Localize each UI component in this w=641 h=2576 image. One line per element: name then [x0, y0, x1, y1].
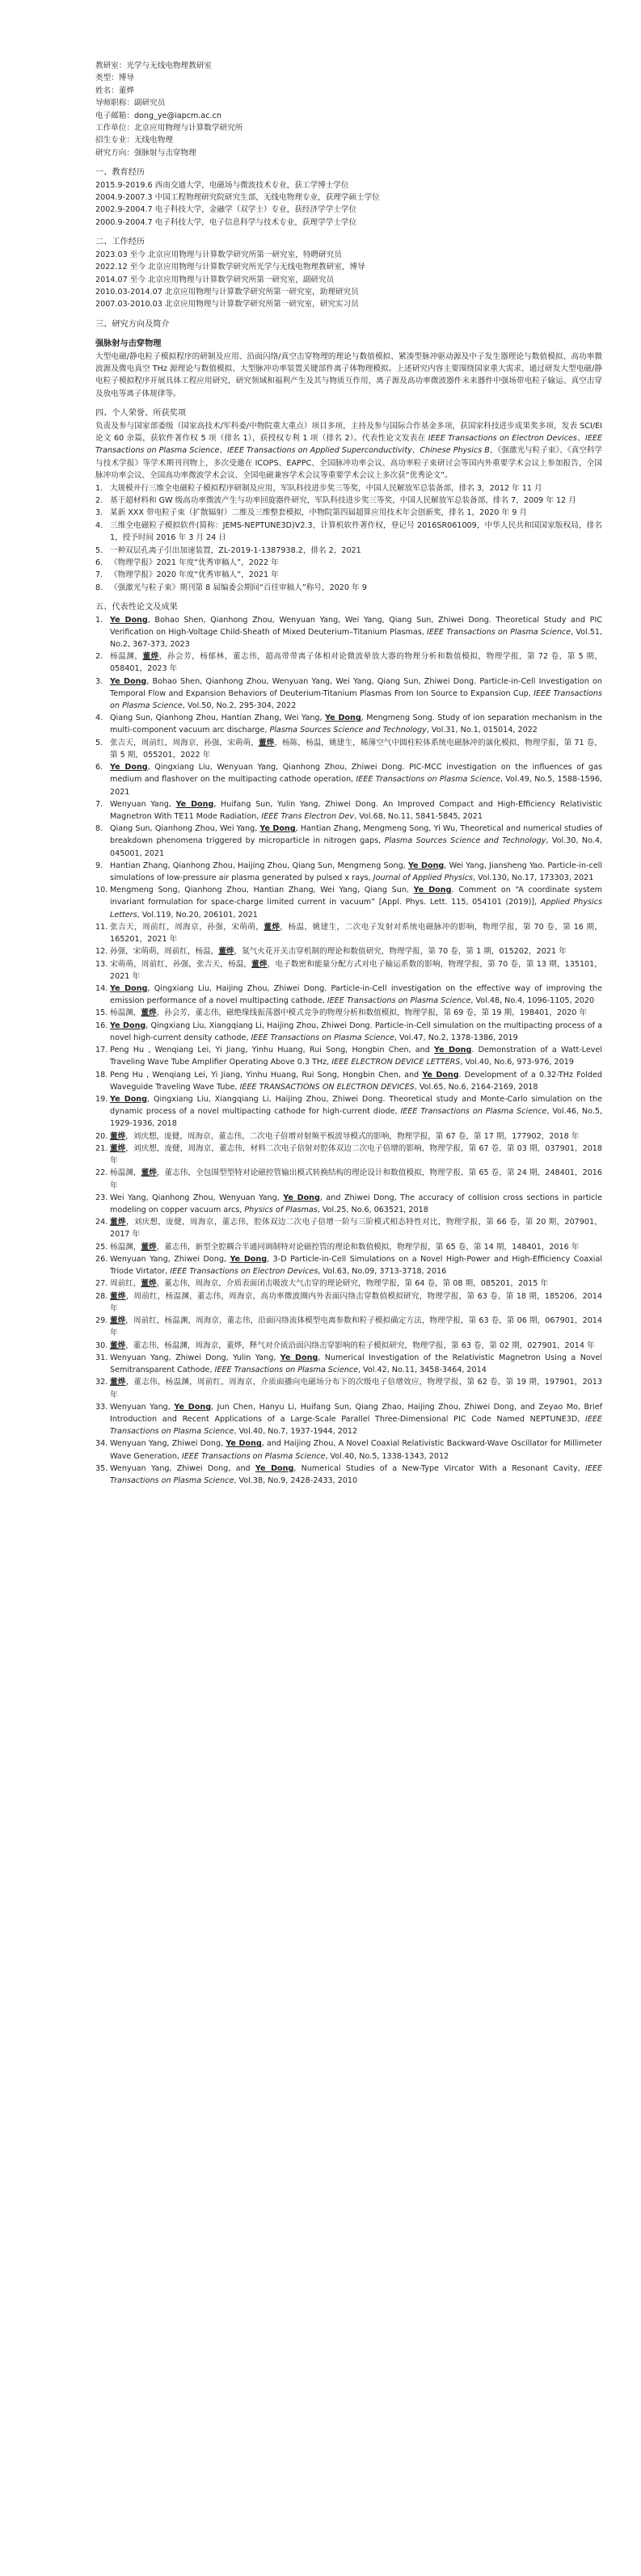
publication-volume: , Vol.68, No.11, 5841-5845, 2021	[354, 811, 483, 821]
publication-title: ，孙会芳，杨郁林，董志伟，超高带带离子体相对论微波晕放大器的物理分析和数值模拟，物理学报，第 72 卷，第 5 期，058401，2023 年	[110, 652, 603, 674]
honor-item-number: 8.	[95, 583, 103, 592]
publication-item	[95, 921, 602, 945]
honors-intro-text: 负责及参与国家部委级（国家高技术/军科委/中物院重大重点）项目多项，主持及参与国际合作基金多项，获国家科技进步成果奖多项，发表 SCI/EI 论文 60 余篇，获软件著作权 5 项（排名 1），获授权专利 1 项（排名 2）。代表性论文发表在	[95, 421, 602, 443]
publications-section	[95, 601, 602, 1487]
publication-title: ，杨陈，杨温，姚建生，稀薄空气中圆柱粒体系统电磁脉冲的演化模拟，物理学报，第 71 卷，第 5 期，055201，2022 年	[110, 738, 603, 760]
publication-journal: IEEE Transactions on Plasma Science	[110, 688, 602, 711]
honors-list	[95, 482, 602, 595]
publication-text	[110, 1290, 602, 1315]
publication-item	[95, 737, 602, 761]
publication-title: , Hantian Zhang, Mengmeng Song, Yi Wu, Theoretical and numerical studies of breakdown phenomena triggered by microparticle in nitrogen gaps,	[110, 824, 602, 846]
publication-journal: IEEE Transactions on Plasma Science	[182, 1451, 326, 1461]
publication-journal: IEEE ELECTRON DEVICE LETTERS	[331, 1058, 461, 1067]
publication-title: . Development of a 0.32-THz Folded Waveguide Traveling Wave Tube,	[110, 1070, 602, 1092]
honor-item-number: 6.	[95, 558, 103, 568]
publication-number: 1.	[95, 615, 103, 625]
publication-number: 11.	[95, 922, 108, 932]
publication-coauthors: Wei Yang, Qianhong Zhou, Wenyuan Yang,	[110, 1193, 284, 1202]
workplace-line: 工作单位：北京应用物理与计算数学研究所	[95, 124, 243, 133]
research-subheading: 强脉射与击穿物理	[95, 339, 162, 349]
publication-number: 27.	[95, 1279, 108, 1289]
teaching-section-line: 教研室：光学与无线电物理教研室	[95, 61, 212, 70]
publication-text	[110, 737, 602, 761]
publication-title: , Mengmeng Song. Study of ion separation mechanism in the multi-component vacuum arc discharge,	[110, 713, 603, 735]
publication-self-author: Ye Dong	[175, 799, 214, 809]
publication-number: 18.	[95, 1070, 108, 1080]
publication-title: . Comment on “A coordinate system invariant formulation for space-charge limited current in vacuum” [Appl. Phys. Lett. 115, 054101 (2019)],	[110, 886, 602, 907]
publication-self-author: 董烨	[258, 738, 275, 747]
publication-coauthors: 杨温渊，	[110, 1168, 141, 1178]
honor-item	[95, 569, 602, 581]
publication-self-author: 董烨	[264, 922, 280, 932]
publication-number: 6.	[95, 763, 103, 772]
publication-text	[110, 798, 602, 823]
publication-self-author: Ye Dong	[422, 1070, 459, 1080]
publication-item	[95, 1437, 602, 1462]
publication-text	[110, 1007, 602, 1019]
publication-coauthors: Qiang Sun, Qianhong Zhou, Hantian Zhang, Wei Yang,	[110, 713, 326, 723]
publication-text	[110, 650, 602, 675]
publication-journal: Physics of Plasmas	[244, 1206, 318, 1215]
publication-item	[95, 1340, 602, 1352]
publication-text	[110, 1143, 602, 1167]
publication-coauthors: Wenyuan Yang,	[110, 799, 176, 809]
honor-item	[95, 582, 602, 594]
publication-journal: IEEE Transactions on Plasma Science	[327, 996, 471, 1006]
publication-journal: IEEE Transactions on Plasma Science	[251, 1033, 394, 1042]
publications-list	[95, 614, 602, 1488]
publication-title: ，电子数密和能量分配方式对电子输运系数的影响，物理学报，第 70 卷，第 13 期，135101，2021 年	[110, 959, 602, 981]
email-line[interactable]: 电子邮箱：dong_ye@iapcm.ac.cn	[95, 111, 221, 120]
publication-text	[110, 712, 602, 736]
publication-text	[110, 1020, 602, 1044]
publication-number: 5.	[95, 738, 103, 747]
publication-item	[95, 650, 602, 675]
publication-text	[110, 860, 602, 884]
work-list	[95, 249, 602, 311]
publication-self-author: Ye Dong	[283, 1193, 320, 1202]
publication-journal: IEEE Transactions on Plasma Science	[426, 627, 571, 637]
publication-self-author: Ye Dong	[280, 1353, 318, 1363]
publication-journal: IEEE TRANSACTIONS ON ELECTRON DEVICES	[239, 1082, 415, 1092]
publication-number: 29.	[95, 1316, 108, 1326]
work-item: 2022.12 至今 北京应用物理与计算数学研究所光学与无线电物理教研室，博导	[95, 263, 365, 272]
publication-volume: , Vol.31, No.1, 015014, 2022	[426, 726, 538, 735]
publication-journal: IEEE Transactions on Plasma Science	[214, 1366, 358, 1375]
publication-text	[110, 1069, 602, 1093]
publication-text	[110, 1437, 602, 1462]
publication-text	[110, 983, 602, 1007]
publication-journal: IEEE Transactions on Plasma Science	[400, 1107, 547, 1117]
honor-item-number: 4.	[95, 520, 103, 530]
publication-volume: , Vol.47, No.2, 1378-1386, 2019	[394, 1033, 518, 1042]
publication-item	[95, 1020, 602, 1044]
publication-number: 7.	[95, 799, 103, 809]
publication-item	[95, 798, 602, 823]
publication-title: , and Zhiwei Dong, The accuracy of collision cross sections in particle modeling on copper vacuum arcs,	[110, 1193, 603, 1215]
publication-coauthors: Mengmeng Song, Qianhong Zhou, Hantian Zhang, Wei Yang, Qiang Sun,	[110, 886, 414, 895]
publication-volume: , Vol.65, No.6, 2164-2169, 2018	[414, 1082, 538, 1092]
publication-text	[110, 1315, 602, 1339]
publication-text	[110, 921, 602, 945]
publication-title: ，刘庆想，庞健，周海京，董志伟，二次电子倍增对射频平板波导模式的影响，物理学报，第 67 卷，第 17 期，177902，2018 年	[125, 1131, 580, 1141]
publication-item	[95, 1093, 602, 1130]
publication-text	[110, 1167, 602, 1191]
publication-item	[95, 1143, 602, 1167]
publication-self-author: 董烨	[141, 1008, 157, 1018]
publications-heading: 五、代表性论文及成果	[95, 603, 178, 612]
honor-item	[95, 520, 602, 545]
publication-number: 20.	[95, 1131, 108, 1141]
publication-journal: IEEE Trans Electron Dev	[261, 811, 355, 821]
publication-text	[110, 1093, 602, 1130]
publication-journal: IEEE Transactions on Plasma Science	[356, 775, 500, 785]
honors-intro-journals: IEEE Transactions on Electron Devices、IEEE Transactions on Plasma Science、IEEE Transactions on Applied Superconductivity、Chinese Physics B	[95, 433, 603, 456]
publication-volume: , Vol.48, No.4, 1096-1105, 2020	[470, 996, 595, 1006]
name-line: 姓名：董烨	[95, 86, 134, 95]
publication-volume: , Vol.42, No.11, 3458-3464, 2014	[358, 1366, 487, 1375]
publication-self-author: 董烨	[110, 1144, 126, 1153]
publication-journal: IEEE Transactions on Plasma Science	[110, 1415, 602, 1437]
publication-self-author: 董烨	[110, 1131, 126, 1141]
publication-title: , Wei Yang, Jiansheng Yao. Particle-in-cell simulations of low-pressure air plasma generated by pulsed x rays,	[110, 861, 602, 882]
work-section	[95, 236, 602, 310]
publication-self-author: 董烨	[110, 1291, 126, 1301]
honors-heading: 四、个人荣誉、所获奖项	[95, 409, 187, 419]
publication-coauthors: 杨温渊，	[110, 1008, 141, 1018]
title-line: 导师职称：副研究员	[95, 99, 166, 108]
publication-self-author: Ye Dong	[325, 713, 361, 723]
honor-item-text: 三维全电磁粒子模拟软件(简称：JEMS-NEPTUNE3D)V2.3，计算机软件著作权，登记号 2016SR061009，中华人民共和国国家版权局，排名 1，授予时间 2016 年 3 月 24 日	[110, 520, 602, 543]
research-paragraph: 大型电磁/静电粒子模拟程序的研制及应用、沿面闪络/真空击穿物理的理论与数值模拟、紧凑型脉冲驱动源及中子发生器理论与数值模拟、高功率微波源及微电真空 THz 源理论与数值模拟、大型脉冲功率装置关键部件离子体物理模拟。上述研究内容主要围绕国家重大需求，通过研发大型电磁/静电粒子模拟程序开展具体工程应用研究，研究领域和福利产生及其与物质互作用，离子源及高功率微波器件未来器件中强场带电粒子输运、真空击穿及放电等离子体规律等。	[95, 351, 602, 398]
publication-item	[95, 1167, 602, 1191]
work-item: 2010.03-2014.07 北京应用物理与计算数学研究所第一研究室，助理研究员	[95, 287, 359, 297]
publication-text	[110, 1044, 602, 1068]
publication-item	[95, 945, 602, 958]
publication-item	[95, 1376, 602, 1400]
publication-item	[95, 860, 602, 884]
education-item: 2015.9-2019.6 西南交通大学，电磁场与微波技术专业，获工学博士学位	[95, 180, 349, 190]
honor-item-text: 基于超材料和 GW 级高功率微波产生与功率回旋器件研究，军队科技进步奖三等奖，中国人民解放军总装备部，排名 7，2009 年 12 月	[110, 496, 576, 505]
publication-number: 13.	[95, 959, 108, 969]
publication-number: 22.	[95, 1168, 108, 1178]
publication-coauthors: 宋萌萌，周前红，孙强，张吉天，杨温，	[110, 959, 252, 969]
honor-item-text: 大规模并行三维全电磁粒子模拟程序研制及应用，军队科技进步奖三等奖，中国人民解放军总装备部，排名 3，2012 年 11 月	[110, 483, 542, 493]
publication-volume: , Vol.40, No.6, 973-976, 2019	[460, 1058, 574, 1067]
honor-item	[95, 545, 602, 557]
publication-coauthors: Hantian Zhang, Qianhong Zhou, Haijing Zhou, Qiang Sun, Mengmeng Song,	[110, 861, 408, 870]
publication-self-author: Ye Dong	[259, 824, 296, 834]
publication-text	[110, 1241, 602, 1253]
publication-title: ，董志伟，杨温渊，周前红，周海京，介质面播向电磁场分布下的次级电子倍增效应，物理学报，第 62 卷，第 19 期，197901，2013 年	[110, 1378, 602, 1400]
publication-text	[110, 823, 602, 860]
publication-number: 19.	[95, 1094, 108, 1104]
publication-volume: , Vol.63, No.09, 3713-3718, 2016	[318, 1267, 447, 1277]
publication-number: 9.	[95, 861, 103, 870]
honor-item	[95, 482, 602, 495]
publication-self-author: Ye Dong	[110, 1094, 148, 1104]
publication-text	[110, 1401, 602, 1438]
publication-volume: , Vol.51, No.2, 367-373, 2023	[110, 627, 602, 650]
publication-item	[95, 958, 602, 983]
publication-coauthors: Qiang Sun, Qianhong Zhou, Wei Yang,	[110, 824, 260, 834]
publication-item	[95, 1044, 602, 1068]
publication-number: 35.	[95, 1463, 108, 1473]
honor-item	[95, 495, 602, 507]
publication-self-author: Ye Dong	[226, 1439, 262, 1449]
publication-item	[95, 983, 602, 1007]
publication-volume: , Vol.30, No.4, 045001, 2021	[110, 836, 602, 858]
publication-item	[95, 1241, 602, 1253]
publication-number: 15.	[95, 1008, 108, 1018]
publication-text	[110, 958, 602, 983]
publication-title: ，董志伟，杨温渊，周海京，董烨，释气对介质沿面闪络击穿影响的粒子模拟研究，物理学报，第 63 卷，第 02 期，027901，2014 年	[125, 1341, 595, 1350]
publication-title: , 3-D Particle-in-Cell Simulations on a Novel High-Power and High-Efficiency Coaxial Triode Virtator,	[110, 1255, 602, 1277]
publication-journal: IEEE Transactions on Plasma Science	[110, 1463, 603, 1486]
research-direction-line: 研究方向：强脉射与击穿物理	[95, 148, 196, 158]
honor-item-number: 3.	[95, 508, 103, 518]
publication-journal: Plasma Sources Science and Technology	[384, 836, 546, 846]
publication-coauthors: 周前红，	[110, 1279, 141, 1289]
publication-self-author: Ye Dong	[434, 1046, 472, 1055]
publication-text	[110, 1352, 602, 1376]
publication-text	[110, 1376, 602, 1400]
publication-number: 16.	[95, 1021, 108, 1030]
publication-coauthors: Wenyuan Yang, Zhiwei Dong, and	[110, 1463, 255, 1473]
publication-number: 17.	[95, 1046, 108, 1055]
education-item: 2000.9-2004.7 电子科技大学，电子信息科学与技术专业，获理学学士学位	[95, 217, 357, 227]
publication-number: 28.	[95, 1291, 108, 1301]
publication-self-author: 董烨	[218, 947, 234, 957]
education-section	[95, 166, 602, 229]
publication-self-author: Ye Dong	[110, 615, 148, 625]
work-item: 2014.07 至今 北京应用物理与计算数学研究所第一研究室，副研究员	[95, 275, 335, 284]
publication-title: ，周前红，杨温渊，周海京，董志伟，沿面闪络流体模型电离参数和粒子模拟确定方法，物理学报，第 63 卷，第 06 期，067901，2014 年	[110, 1316, 603, 1338]
publication-title: , Qingxiang Liu, Xiangqiang Li, Haijing Zhou, Zhiwei Dong. Particle-in-Cell simulation on the multipacting process of a novel high-current density cathode,	[110, 1021, 602, 1042]
publication-number: 12.	[95, 947, 108, 957]
publication-self-author: Ye Dong	[407, 861, 445, 870]
publication-self-author: 董烨	[110, 1378, 126, 1387]
honor-item-number: 1.	[95, 483, 103, 493]
publication-item	[95, 1192, 602, 1216]
publication-journal: IEEE Transactions on Electron Devices	[170, 1267, 318, 1277]
publication-item	[95, 712, 602, 736]
publication-item	[95, 1277, 602, 1290]
work-heading: 二、工作经历	[95, 238, 145, 247]
publication-title: , Qingxiang Liu, Wenyuan Yang, Qianhong Zhou, Zhiwei Dong. PIC-MCC investigation on the influences of gas medium and flashover on the multipacting cathode operation,	[110, 763, 602, 785]
education-item: 2002.9-2004.7 电子科技大学，金融学（双学士）专业，获经济学学士学位	[95, 205, 357, 215]
publication-journal: Plasma Sources Science and Technology	[269, 726, 427, 735]
publication-self-author: 董烨	[110, 1218, 126, 1227]
publication-number: 21.	[95, 1144, 108, 1153]
publication-volume: , Vol.40, No.5, 1338-1343, 2012	[325, 1451, 449, 1461]
major-line: 招生专业：无线电物理	[95, 136, 173, 145]
publication-self-author: Ye Dong	[110, 983, 148, 993]
publication-item	[95, 1130, 602, 1143]
publication-text	[110, 761, 602, 798]
publication-number: 34.	[95, 1439, 108, 1449]
publication-number: 32.	[95, 1378, 108, 1387]
research-heading: 三、研究方向及简介	[95, 319, 170, 329]
publication-item	[95, 1315, 602, 1339]
publication-self-author: Ye Dong	[110, 763, 148, 772]
publication-item	[95, 1290, 602, 1315]
publication-volume: , Vol.119, No.20, 206101, 2021	[137, 910, 258, 920]
publication-item	[95, 823, 602, 860]
publication-volume: , Vol.46, No.5, 1929-1936, 2018	[110, 1107, 603, 1129]
publication-item	[95, 1253, 602, 1277]
publication-self-author: Ye Dong	[174, 1402, 212, 1412]
honor-item-text: 某新 XXX 带电粒子束（扩散辐射）二维及三维整套模拟，中物院第四届超算应用技术年会创新奖，排名 1，2020 年 9 月	[110, 508, 527, 518]
honor-item	[95, 557, 602, 569]
publication-coauthors: Wenyuan Yang, Zhiwei Dong,	[110, 1439, 226, 1449]
publication-self-author: 董烨	[141, 1242, 157, 1252]
honor-item-text: 《物理学报》2021 年度“优秀审稿人”，2022 年	[110, 558, 279, 568]
publication-self-author: 董烨	[141, 1168, 157, 1178]
honors-intro	[95, 420, 602, 482]
publication-title: , Qingxiang Liu, Haijing Zhou, Zhiwei Dong. Particle-in-Cell investigation on the effective way of improving the emission performance of a novel multipacting cathode,	[110, 983, 602, 1006]
publication-number: 24.	[95, 1218, 108, 1227]
honor-item-number: 2.	[95, 496, 103, 505]
publication-text	[110, 1277, 602, 1290]
publication-number: 23.	[95, 1193, 108, 1202]
publication-title: ，刘庆想，庞健，周海京，董志伟，材料二次电子倍射对腔体双边二次电子倍增的影响，物理学报，第 67 卷，第 03 期，037901，2018 年	[110, 1144, 603, 1166]
publication-title: ，孙会芳，董志伟，磁绝缘线振荡器中模式竞争的物理分析和数值模拟，物理学报，第 69 卷，第 19 期，198401，2020 年	[156, 1008, 587, 1018]
publication-coauthors: 杨温渊，	[110, 1242, 141, 1252]
publication-text	[110, 945, 602, 958]
publication-volume: , Vol.38, No.9, 2428-2433, 2010	[234, 1476, 358, 1486]
publication-coauthors: 张吉天，周前红，周海京，孙强，宋萌萌，	[110, 738, 259, 747]
publication-title: , Qingxiang Liu, Xiangqiang Li, Haijing Zhou, Zhiwei Dong. Theoretical study and Monte-Carlo simulation on the dynamic process of a novel multipacting cathode for high-current diode,	[110, 1094, 602, 1117]
publication-text	[110, 1340, 602, 1352]
publication-text	[110, 1463, 602, 1487]
publication-title: ，周前红，杨温渊，董志伟，周海京，高功率微波圈内外表面闪络击穿数值模拟研究，物理学报，第 63 卷，第 18 期，185206，2014 年	[110, 1291, 602, 1314]
publication-volume: , Vol.50, No.2, 295-304, 2022	[182, 701, 297, 711]
education-item: 2004.9-2007.3 中国工程物理研究院研究生部，无线电物理专业，获理学硕士学位	[95, 193, 380, 203]
publication-title: , Huifang Sun, Yulin Yang, Zhiwei Dong. An Improved Compact and High-Efficiency Relativistic Magnetron With TE11 Mode Radiation,	[110, 799, 602, 821]
publication-self-author: Ye Dong	[413, 886, 452, 895]
publication-text	[110, 1253, 602, 1277]
work-item: 2023.03 至今 北京应用物理与计算数学研究所第一研究室，特聘研究员	[95, 250, 342, 259]
publication-title: , Numerical Investigation of the Relativistic Magnetron Using a Novel Semitransparent Cathode,	[110, 1353, 602, 1375]
advisor-type-line: 类型：博导	[95, 74, 134, 83]
profile-header	[95, 60, 602, 159]
publication-title: , Jun Chen, Hanyu Li, Huifang Sun, Qiang Zhao, Haijing Zhou, Zhiwei Dong, and Zeyao Mo, Brief Introduction and Recent Applications of a Large-Scale Parallel Three-Dimensional PIC Code Named NEPTUNE3D,	[110, 1402, 603, 1425]
publication-coauthors: Wenyuan Yang, Zhiwei Dong, Yulin Yang,	[110, 1353, 280, 1363]
honor-item	[95, 507, 602, 519]
publication-title: , Bohao Shen, Qianhong Zhou, Wenyuan Yang, Wei Yang, Qiang Sun, Zhiwei Dong. Particle-in-Cell Investigation on Temporal Flow and Expansion Behaviors of Deuterium-Titanium Plasmas From Ion Source to Expansion Cup,	[110, 676, 602, 698]
publication-number: 30.	[95, 1341, 108, 1350]
publication-item	[95, 614, 602, 651]
publication-number: 10.	[95, 886, 108, 895]
publication-text	[110, 1192, 602, 1216]
honors-section	[95, 407, 602, 594]
publication-volume: , Vol.130, No.17, 173303, 2021	[473, 873, 594, 882]
publication-number: 33.	[95, 1402, 108, 1412]
publication-title: ，董志伟，全包围型型特对论磁控管输出模式转换结构的理论设计和数值模拟，物理学报，第 65 卷，第 24 期，248401，2016 年	[110, 1168, 603, 1190]
publication-journal: Applied Physics Letters	[110, 898, 602, 920]
publication-self-author: 董烨	[110, 1341, 126, 1350]
honor-item-number: 5.	[95, 545, 103, 555]
publication-number: 26.	[95, 1255, 108, 1265]
publication-self-author: 董烨	[251, 959, 268, 969]
honor-item-number: 7.	[95, 570, 103, 580]
publication-coauthors: Wenyuan Yang,	[110, 1402, 175, 1412]
publication-number: 31.	[95, 1353, 108, 1363]
publication-title: ，氮气火花开关击穿机制的理论和数值研究，物理学报，第 70 卷，第 1 期，015202，2021 年	[234, 947, 567, 957]
publication-self-author: Ye Dong	[110, 1021, 146, 1030]
publication-self-author: Ye Dong	[230, 1255, 268, 1265]
publication-item	[95, 761, 602, 798]
publication-title: ，董志伟，新型全腔耦合半通同调制特对论磁控管的理论和数值模拟，物理学报，第 65 卷，第 14 期，148401，2016 年	[156, 1242, 580, 1252]
publication-number: 3.	[95, 676, 103, 686]
publication-title: . Demonstration of a Watt-Level Traveling Wave Tube Amplifier Operating Above 0.3 THz,	[110, 1046, 603, 1067]
publication-number: 4.	[95, 713, 103, 723]
publication-number: 2.	[95, 652, 103, 662]
publication-coauthors: Peng Hu , Wenqiang Lei, Yi Jiang, Yinhu Huang, Rui Song, Hongbin Chen, and	[110, 1070, 423, 1080]
publication-volume: , Vol.49, No.5, 1588-1596, 2021	[110, 775, 603, 797]
publication-text	[110, 1130, 602, 1143]
publication-title: , Bohao Shen, Qianhong Zhou, Wenyuan Yang, Wei Yang, Qiang Sun, Zhiwei Dong. Theoretical Study and PIC Verification on High-Voltage Child-Sheath of Mixed Deuterium–Titanium Plasmas,	[110, 615, 602, 637]
publication-coauthors: 杨温渊，	[110, 652, 143, 662]
publication-text	[110, 614, 602, 651]
publication-journal: Journal of Applied Physics	[373, 873, 474, 882]
publication-item	[95, 884, 602, 921]
education-list	[95, 179, 602, 229]
publication-title: ，刘庆想，庞健，周海京，董志伟，腔体双边二次电子倍增一阶与三阶模式相态特性对比，物理学报，第 66 卷，第 20 期，207901，2017 年	[110, 1218, 603, 1240]
honors-intro-tail: 、《强激光与粒子束》、《真空科学与技术学报》等学术期刊刊物上，多次受邀在 ICOPS、EAPPC、全国脉冲功率会议、高功率粒子束研讨会等国内外重要学术会议上参加报告，全国脉冲功率会议、全国高功率微波学术会议、全国电磁兼容学术会议等重要学术会议上多次获“优秀论文”。	[95, 446, 602, 481]
publication-self-author: Ye Dong	[110, 676, 147, 686]
research-section	[95, 318, 602, 400]
publication-item	[95, 1352, 602, 1376]
publication-number: 14.	[95, 983, 108, 993]
publication-self-author: 董烨	[142, 652, 159, 662]
publication-item	[95, 1007, 602, 1019]
publication-coauthors: 孙强，宋萌萌，周前红，杨温，	[110, 947, 219, 957]
publication-self-author: 董烨	[141, 1279, 157, 1289]
publication-text	[110, 884, 602, 921]
publication-title: ，杨温，姚建生，二次电子发射对系统电磁脉冲的影响，物理学报，第 70 卷，第 16 期，165201，2021 年	[110, 922, 603, 944]
work-item: 2007.03-2010.03 北京应用物理与计算数学研究所第一研究室，研究实习员	[95, 300, 359, 309]
publication-coauthors: Wenyuan Yang, Zhiwei Dong,	[110, 1255, 230, 1265]
honor-item-text: 《强激光与粒子束》期刊第 8 届编委会期间“百佳审稿人”称号，2020 年 9	[110, 583, 367, 592]
publication-coauthors: Peng Hu , Wenqiang Lei, Yi Jiang, Yinhu Huang, Rui Song, Hongbin Chen, and	[110, 1046, 435, 1055]
publication-item	[95, 1216, 602, 1240]
publication-coauthors: 张吉天，周前红，周海京，孙强，宋萌萌，	[110, 922, 264, 932]
publication-volume: , Vol.25, No.6, 063521, 2018	[317, 1206, 428, 1215]
publication-volume: , Vol.40, No.7, 1937-1944, 2012	[234, 1427, 358, 1437]
publication-title: , Numerical Studies of a New-Type Vircator With a Resonant Cavity,	[293, 1463, 585, 1473]
publication-item	[95, 1463, 602, 1487]
publication-self-author: 董烨	[110, 1316, 126, 1326]
publication-self-author: Ye Dong	[255, 1463, 294, 1473]
publication-number: 25.	[95, 1242, 108, 1252]
honor-item-text: 一种双层孔离子引出加速装置，ZL-2019-1-1387938.2，排名 2，2021	[110, 545, 361, 555]
education-heading: 一、教育经历	[95, 168, 145, 178]
publication-item	[95, 1069, 602, 1093]
publication-item	[95, 1401, 602, 1438]
publication-item	[95, 676, 602, 713]
publication-title: , and Haijing Zhou, A Novel Coaxial Relativistic Backward-Wave Oscillator for Millimeter Wave Generation,	[110, 1439, 603, 1461]
publication-title: ，董志伟，周海京，介质表面闭击吸波大气击穿的理论研究，物理学报，第 64 卷，第 08 期，085201，2015 年	[156, 1279, 549, 1289]
honor-item-text: 《物理学报》2020 年度“优秀审稿人”，2021 年	[110, 570, 279, 580]
publication-text	[110, 1216, 602, 1240]
publication-text	[110, 676, 602, 713]
publication-number: 8.	[95, 824, 103, 834]
